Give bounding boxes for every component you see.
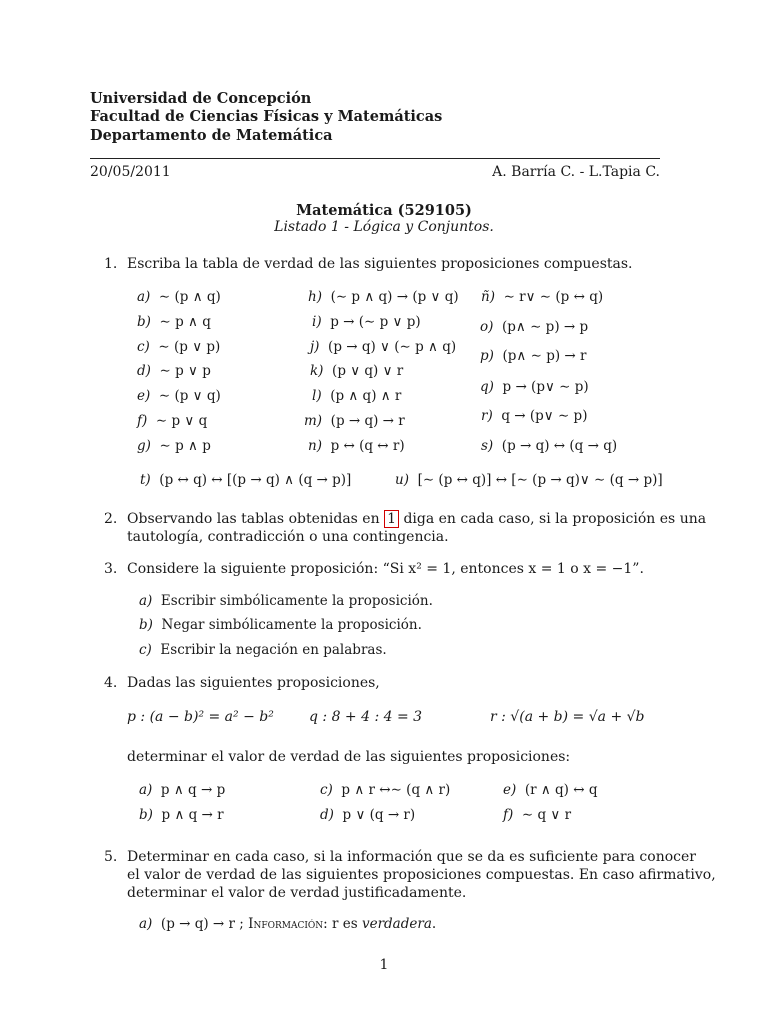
list-item: f) ∼ p ∨ q bbox=[137, 413, 208, 429]
header-date: 20/05/2011 bbox=[90, 164, 171, 180]
question-1-text: Escriba la tabla de verdad de las siguientes proposiciones compuestas. bbox=[127, 256, 633, 272]
faculty-name: Facultad de Ciencias Físicas y Matemáticas bbox=[90, 108, 443, 125]
list-item: r) q → (p∨ ∼ p) bbox=[481, 408, 588, 424]
list-item: a) ∼ (p ∧ q) bbox=[137, 289, 221, 305]
list-item: o) (p∧ ∼ p) → p bbox=[480, 319, 589, 335]
list-item: c) p ∧ r ↔∼ (q ∧ r) bbox=[320, 782, 451, 798]
proposition-p: p : (a − b)² = a² − b² bbox=[127, 709, 274, 725]
question-4-text: Dadas las siguientes proposiciones, bbox=[127, 675, 380, 691]
question-2-text: Observando las tablas obtenidas en 1 diga en cada caso, si la proposición es una bbox=[127, 511, 707, 527]
list-item: a) Escribir simbólicamente la proposición. bbox=[139, 593, 433, 609]
question-2-text-line-2: tautología, contradicción o una contingencia. bbox=[127, 529, 449, 545]
question-3-number: 3. bbox=[104, 561, 118, 577]
proposition-r: r : √(a + b) = √a + √b bbox=[490, 709, 645, 725]
question-3-text: Considere la siguiente proposición: “Si x² = 1, entonces x = 1 o x = −1”. bbox=[127, 561, 644, 577]
list-item: a) (p → q) → r ; Información: r es verdadera. bbox=[139, 916, 437, 932]
list-item: d) ∼ p ∨ p bbox=[137, 363, 211, 379]
question-5-line-3: determinar el valor de verdad justificadamente. bbox=[127, 885, 467, 901]
list-item: b) ∼ p ∧ q bbox=[137, 314, 211, 330]
list-item: b) Negar simbólicamente la proposición. bbox=[139, 617, 422, 633]
header-authors: A. Barría C. - L.Tapia C. bbox=[492, 164, 660, 180]
page-title: Matemática (529105) bbox=[296, 202, 472, 219]
proposition-q: q : 8 + 4 : 4 = 3 bbox=[309, 709, 423, 725]
list-item: u) [∼ (p ↔ q)] ↔ [∼ (p → q)∨ ∼ (q → p)] bbox=[395, 472, 663, 488]
question-5-number: 5. bbox=[104, 849, 118, 865]
reference-link[interactable]: 1 bbox=[384, 510, 399, 528]
list-item: h) (∼ p ∧ q) → (p ∨ q) bbox=[308, 289, 459, 305]
header-rule bbox=[90, 158, 660, 159]
list-item: t) (p ↔ q) ↔ [(p → q) ∧ (q → p)] bbox=[140, 472, 352, 488]
list-item: m) (p → q) → r bbox=[304, 413, 405, 429]
list-item: g) ∼ p ∧ p bbox=[137, 438, 211, 454]
list-item: a) p ∧ q → p bbox=[139, 782, 226, 798]
question-1-number: 1. bbox=[104, 256, 118, 272]
list-item: e) ∼ (p ∨ q) bbox=[137, 388, 221, 404]
list-item: k) (p ∨ q) ∨ r bbox=[310, 363, 404, 379]
list-item: i) p → (∼ p ∨ p) bbox=[312, 314, 421, 330]
list-item: e) (r ∧ q) ↔ q bbox=[503, 782, 598, 798]
list-item: j) (p → q) ∨ (∼ p ∧ q) bbox=[310, 339, 457, 355]
question-5-line-2: el valor de verdad de las siguientes proposiciones compuestas. En caso afirmativo, bbox=[127, 867, 716, 883]
list-item: d) p ∨ (q → r) bbox=[320, 807, 416, 823]
list-item: n) p ↔ (q ↔ r) bbox=[308, 438, 405, 454]
page-subtitle: Listado 1 - Lógica y Conjuntos. bbox=[274, 219, 494, 235]
list-item: q) p → (p∨ ∼ p) bbox=[480, 379, 589, 395]
list-item: p) (p∧ ∼ p) → r bbox=[480, 348, 587, 364]
list-item: ñ) ∼ r∨ ∼ (p ↔ q) bbox=[481, 289, 604, 305]
university-name: Universidad de Concepción bbox=[90, 90, 312, 107]
question-4-text-2: determinar el valor de verdad de las siguientes proposiciones: bbox=[127, 749, 571, 765]
list-item: s) (p → q) ↔ (q → q) bbox=[481, 438, 618, 454]
page-number: 1 bbox=[379, 957, 389, 973]
list-item: l) (p ∧ q) ∧ r bbox=[312, 388, 402, 404]
list-item: f) ∼ q ∨ r bbox=[503, 807, 572, 823]
list-item: c) ∼ (p ∨ p) bbox=[137, 339, 221, 355]
list-item: b) p ∧ q → r bbox=[139, 807, 224, 823]
department-name: Departamento de Matemática bbox=[90, 127, 333, 144]
question-5-line-1: Determinar en cada caso, si la información que se da es suficiente para conocer bbox=[127, 849, 696, 865]
question-2-number: 2. bbox=[104, 511, 118, 527]
question-4-number: 4. bbox=[104, 675, 118, 691]
list-item: c) Escribir la negación en palabras. bbox=[139, 642, 387, 658]
